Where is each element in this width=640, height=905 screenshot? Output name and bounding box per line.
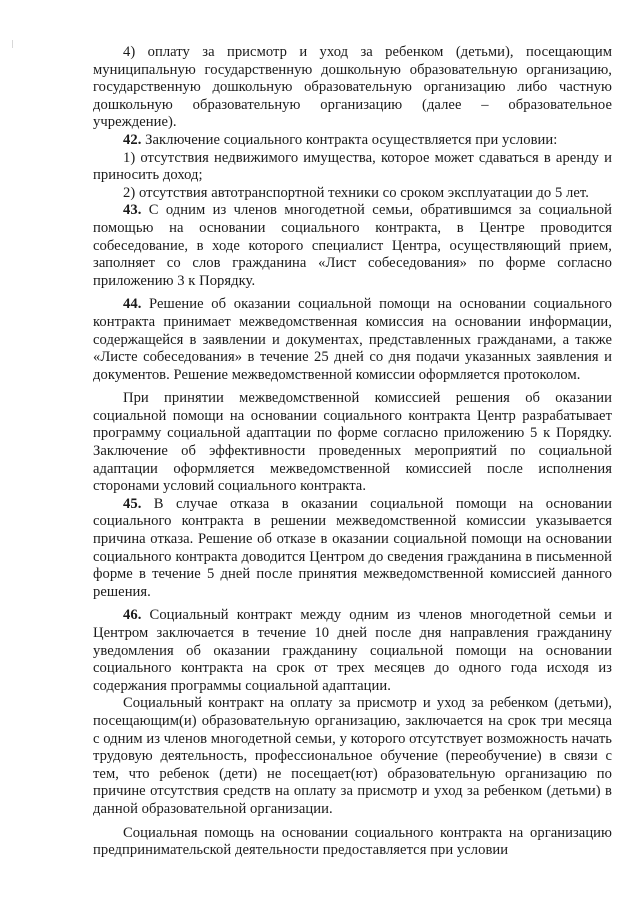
paragraph-text: 2) отсутствия автотранспортной техники со сроком эксплуатации до 5 лет.	[123, 184, 589, 201]
scan-mark	[12, 40, 13, 48]
paragraph-number: 44.	[123, 296, 142, 313]
paragraph-44	[93, 296, 612, 384]
paragraph-46-childcare	[93, 695, 612, 818]
paragraph-text: Решение об оказании социальной помощи на основании социального контракта принимает межведомственная комиссия на основании информации, содержащейся в заявлении и документах, представленных гражданами, а также «Листе собеседования» в течение 25 дней со дня подачи указанных заявления и документов. Решение межведомственной комиссии оформляется протоколом.	[93, 296, 612, 383]
paragraph-condition-2	[93, 185, 612, 203]
paragraph-text: Социальный контракт на оплату за присмотр и уход за ребенком (детьми), посещающим(и) образовательную организацию, заключается на срок три месяца с одним из членов многодетной семьи, у которого отсутствует возможность начать трудовую деятельность, профессиональное обучение (переобучение) в связи с тем, что ребенок (дети) не посещает(ют) образовательную организацию по причине отсутствия средств на оплату за присмотр и уход за ребенком (детьми) в данной образовательной организации.	[93, 695, 613, 817]
paragraph-number: 43.	[123, 202, 142, 219]
paragraph-number: 45.	[123, 495, 142, 512]
paragraph-42	[93, 132, 612, 150]
paragraph-46	[93, 607, 612, 695]
paragraph-45	[93, 496, 612, 602]
paragraph-text: 4) оплату за присмотр и уход за ребенком (детьми), посещающим муниципальную государственную дошкольную образовательную организацию, государственную дошкольную образовательную организацию либо частную дошкольную образовательную организацию (далее – образовательное учреждение).	[93, 44, 612, 131]
paragraph-text: Социальный контракт между одним из членов многодетной семьи и Центром заключается в течение 10 дней после дня направления гражданину уведомления об оказании гражданину социальной помощи на основании социального контракта на срок от трех месяцев до одного года исходя из содержания программы социальной адаптации.	[93, 607, 612, 694]
paragraph-text: С одним из членов многодетной семьи, обратившимся за социальной помощью на основании социального контракта, в Центре проводится собеседование, в ходе которого специалист Центра, осуществляющий прием, заполняет со слов гражданина «Лист собеседования» по форме согласно приложению 3 к Порядку.	[93, 202, 612, 289]
paragraph-46-business	[93, 825, 612, 860]
paragraph-item-4	[93, 44, 612, 132]
paragraph-text: При принятии межведомственной комиссией решения об оказании социальной помощи на основании социального контракта Центр разрабатывает программу социальной адаптации по форме согласно приложению 5 к Порядку. Заключение об эффективности проведенных мероприятий по социальной адаптации оформляется межведомственной комиссией после исполнения сторонами условий социального контракта.	[93, 390, 612, 495]
paragraph-44-continued	[93, 390, 612, 496]
paragraph-number: 42.	[123, 131, 142, 148]
paragraph-number: 46.	[123, 607, 142, 624]
paragraph-text: В случае отказа в оказании социальной помощи на основании социального контракта в решении межведомственной комиссии указывается причина отказа. Решение об отказе в оказании социальной помощи на основании социального контракта доводится Центром до сведения гражданина в письменной форме в течение 5 дней после принятия межведомственной комиссией данного решения.	[93, 495, 612, 600]
paragraph-text: Заключение социального контракта осуществляется при условии:	[141, 131, 558, 148]
paragraph-43	[93, 202, 612, 290]
paragraph-text: Социальная помощь на основании социального контракта на организацию предпринимательской деятельности предоставляется при условии	[93, 824, 612, 859]
paragraph-condition-1	[93, 150, 612, 185]
paragraph-text: 1) отсутствия недвижимого имущества, которое может сдаваться в аренду и приносить доход;	[93, 149, 612, 184]
